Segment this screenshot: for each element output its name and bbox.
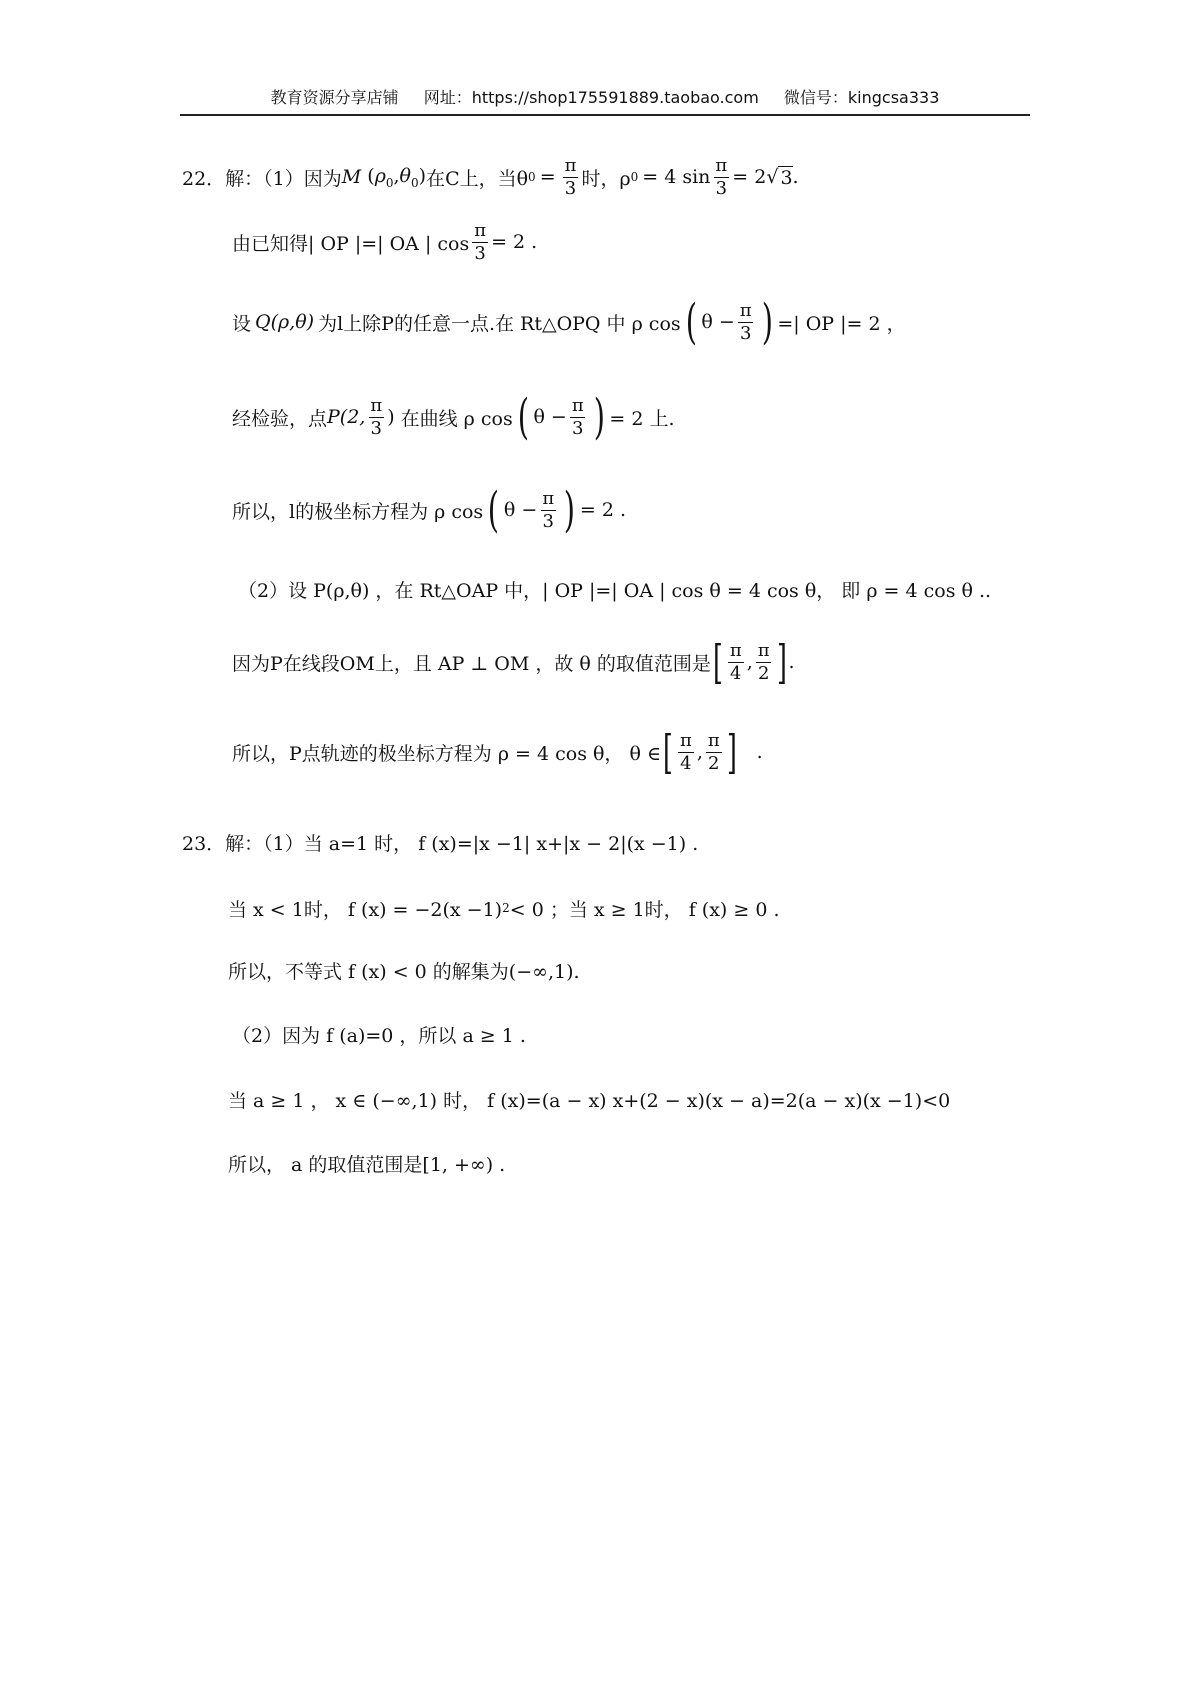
frac-pi-3: $\frac{\pi}{3}$ — [571, 394, 584, 439]
frac-pi-3: $\frac{\pi}{3}$ — [739, 299, 752, 344]
p22-line-2: 由已知得| OP |=| OA | cos $\frac{\pi}{3}$ = 2 . — [232, 219, 538, 264]
p22-line-5: 所以，l的极坐标方程为 ρ cos ( θ − $\frac{\pi}{3}$ ) = 2 . — [232, 482, 627, 538]
p23-line-1: 23．解：（1）当 a=1 时， f (x)=|x −1| x+|x − 2|(x −1) . — [182, 832, 699, 855]
header-wechat: 微信号：kingcsa333 — [783, 88, 940, 107]
p22-line-3: 设 Q(ρ,θ) 为l上除P的任意一点.在 Rt△OPQ 中 ρ cos ( θ − $\frac{\pi}{3}$ ) =| OP |= 2 ， — [232, 294, 906, 350]
frac-pi-3: $\frac{\pi}{3}$ — [715, 154, 728, 199]
frac-pi-4: $\frac{\pi}{4}$ — [729, 639, 742, 684]
frac-pi-3: $\frac{\pi}{3}$ — [474, 219, 487, 264]
header-shop: 教育资源分享店铺 — [270, 88, 399, 107]
p22-line-7: 因为P在线段OM上，且 AP ⊥ OM ，故 θ 的取值范围是 [ $\frac{\pi}{4}$ , $\frac{\pi}{2}$ ] . — [232, 635, 795, 689]
frac-pi-3: $\frac{\pi}{3}$ — [542, 487, 555, 532]
p23-line-2: 当 x < 1时， f (x) = −2(x −1) 2 < 0 ；当 x ≥ 1时， f (x) ≥ 0 . — [228, 898, 780, 921]
frac-pi-4: $\frac{\pi}{4}$ — [679, 729, 692, 774]
p22-line-8: 所以，P点轨迹的极坐标方程为 ρ = 4 cos θ， θ ∈ [ $\frac{\pi}{4}$ , $\frac{\pi}{2}$ ] . — [232, 725, 763, 779]
header-url: 网址：https://shop175591889.taobao.com — [423, 88, 759, 107]
frac-pi-3: $\frac{\pi}{3}$ — [370, 394, 383, 439]
page-header — [180, 84, 1030, 116]
frac-pi-2: $\frac{\pi}{2}$ — [757, 639, 770, 684]
p22-line-6: （2）设 P(ρ,θ) ，在 Rt△OAP 中，| OP |=| OA | cos θ = 4 cos θ， 即 ρ = 4 cos θ .. — [238, 579, 992, 602]
point-m-coords: $(\rho_0,\theta_0)$ — [361, 164, 427, 190]
p22-line-4: 经检验，点 P(2, $\frac{\pi}{3}$ ) 在曲线 ρ cos ( θ − $\frac{\pi}{3}$ ) = 2 上. — [232, 389, 675, 445]
p22-line-1: 22．解：（1）因为 M $(\rho_0,\theta_0)$ 在C上，当θ 0 = $\frac{\pi}{3}$ 时，ρ 0 = 4 sin $\frac{\pi}{3}$ = 2 √ 3 . — [182, 154, 799, 199]
p23-line-4: （2）因为 f (a)=0 ，所以 a ≥ 1 . — [232, 1024, 526, 1047]
p23-line-6: 所以， a 的取值范围是[1, +∞) . — [228, 1153, 506, 1176]
p23-line-5: 当 a ≥ 1 ， x ∈ (−∞,1) 时， f (x)=(a − x) x+(2 − x)(x − a)=2(a − x)(x −1)<0 — [228, 1089, 951, 1112]
frac-pi-2: $\frac{\pi}{2}$ — [707, 729, 720, 774]
p23-line-3: 所以，不等式 f (x) < 0 的解集为(−∞,1). — [228, 960, 580, 983]
frac-pi-3: $\frac{\pi}{3}$ — [564, 154, 577, 199]
